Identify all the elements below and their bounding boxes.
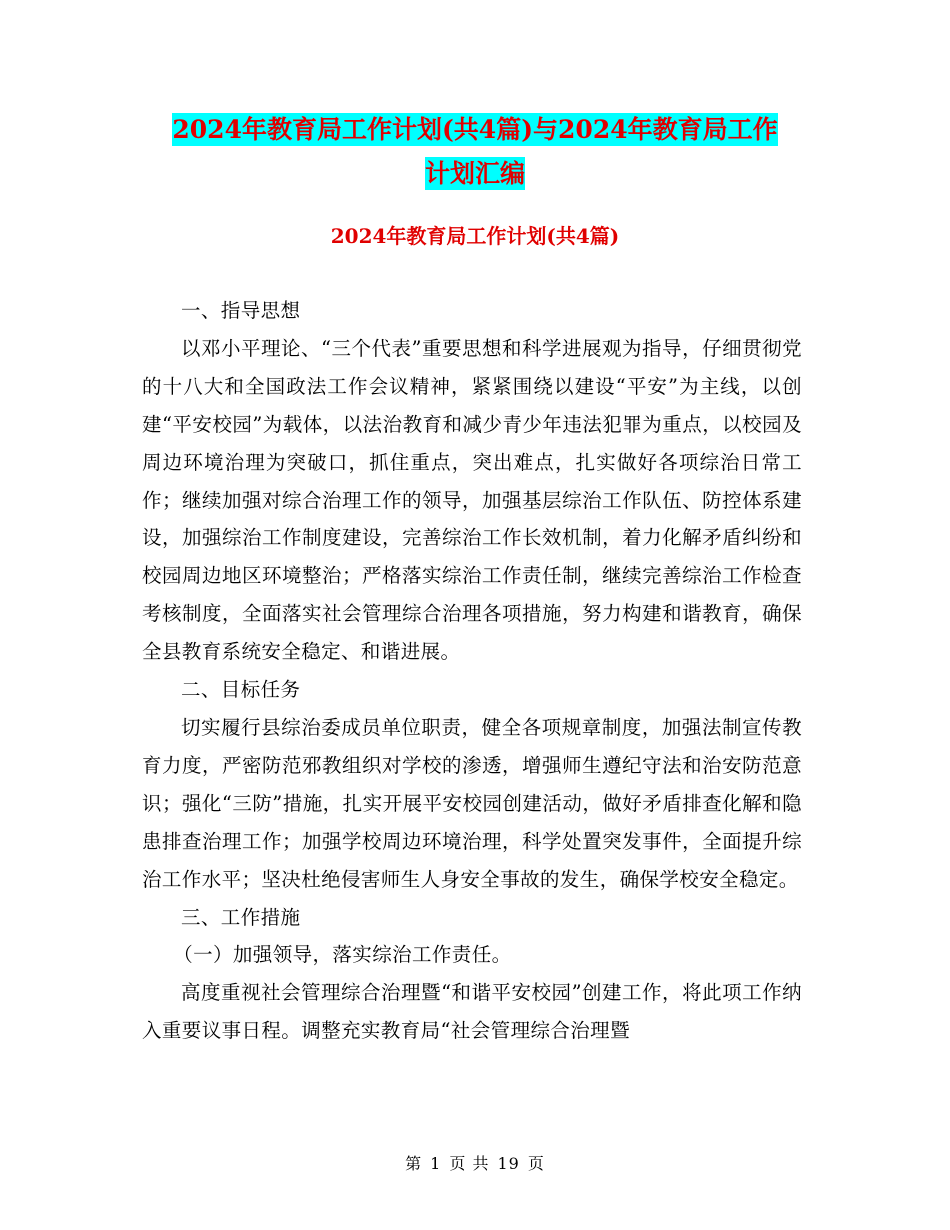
footer-suffix: 页 [527, 1154, 545, 1173]
heading-guiding-ideology: 一、指导思想 [181, 299, 301, 322]
footer-prefix: 第 [405, 1154, 423, 1173]
document-title-line1: 2024年教育局工作计划(共4篇)与2024年教育局工作 [172, 115, 778, 144]
subheading-strengthen-leadership: （一）加强领导，落实综治工作责任。 [173, 943, 512, 967]
page-footer [0, 1152, 950, 1176]
document-body [142, 292, 802, 1050]
paragraph-goals-tasks: 切实履行县综治委成员单位职责，健全各项规章制度，加强法制宣传教育力度，严密防范邪教组织对学校的渗透，增强师生遵纪守法和治安防范意识；强化“三防”措施，扎实开展平安校园创建活动，做好矛盾排查化解和隐患排查治理工作；加强学校周边环境治理，科学处置突发事件，全面提升综治工作水平；坚决杜绝侵害师生人身安全事故的发生，确保学校安全稳定。 [142, 715, 802, 891]
heading-goals-tasks: 二、目标任务 [181, 678, 301, 702]
document-title [140, 108, 810, 196]
document-title-line2: 计划汇编 [424, 159, 525, 188]
paragraph-strengthen-leadership: 高度重视社会管理综合治理暨“和谐平安校园”创建工作，将此项工作纳入重要议事日程。调整充实教育局“社会管理综合治理暨 [142, 981, 802, 1043]
footer-total-pages: 19 [497, 1154, 520, 1173]
heading-work-measures: 三、工作措施 [181, 905, 301, 929]
footer-middle: 页 共 [449, 1154, 490, 1173]
paragraph-guiding-ideology: 以邓小平理论、“三个代表”重要思想和科学进展观为指导，仔细贯彻党的十八大和全国政法工作会议精神，紧紧围绕以建设“平安”为主线，以创建“平安校园”为载体，以法治教育和减少青少年违法犯罪为重点，以校园及周边环境治理为突破口，抓住重点，突出难点，扎实做好各项综治日常工作；继续加强对综合治理工作的领导，加强基层综治工作队伍、防控体系建设，加强综治工作制度建设，完善综治工作长效机制，着力化解矛盾纠纷和校园周边地区环境整治；严格落实综治工作责任制，继续完善综治工作检查考核制度，全面落实社会管理综合治理各项措施，努力构建和谐教育，确保全县教育系统安全稳定、和谐进展。 [142, 336, 802, 664]
footer-page-number: 1 [430, 1154, 442, 1173]
section-title: 2024年教育局工作计划(共4篇) [330, 224, 620, 248]
